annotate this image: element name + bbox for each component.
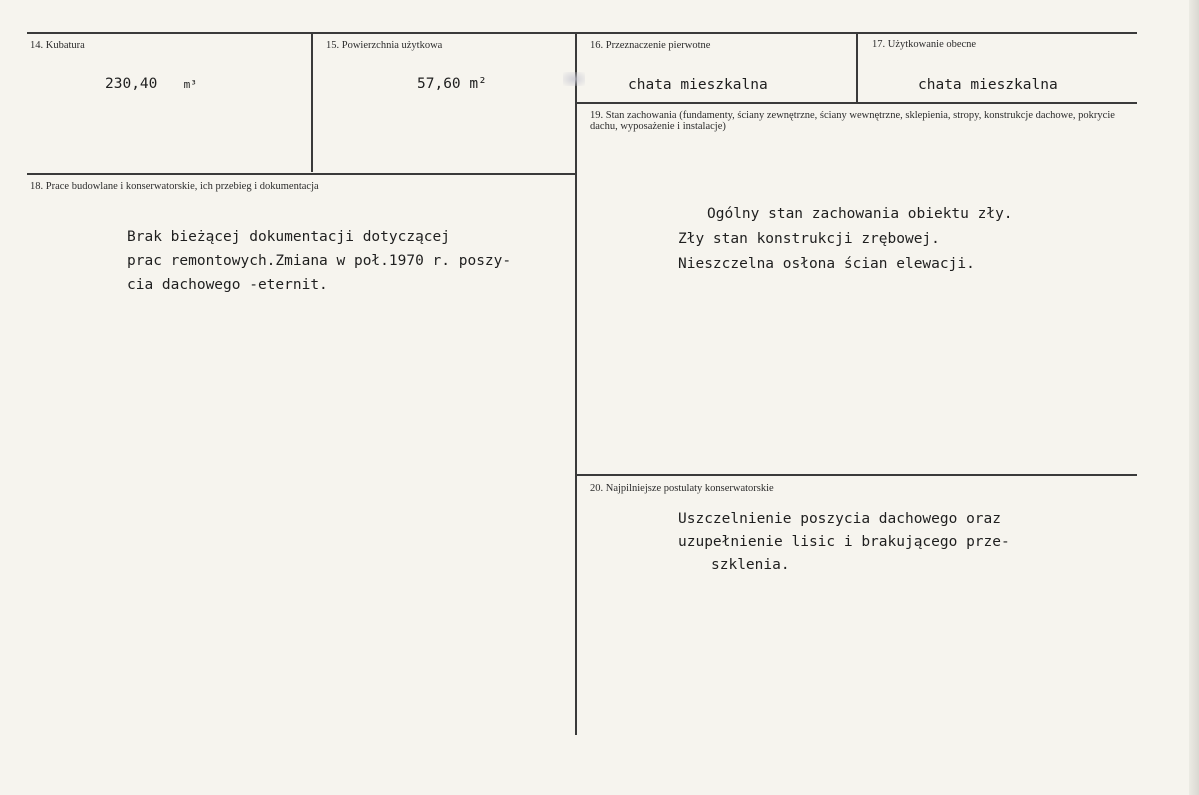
volume-unit: m³ <box>183 78 197 91</box>
field-19-line-2: Zły stan konstrukcji zrębowej. <box>678 231 940 247</box>
field-20-line-1: Uszczelnienie poszycia dachowego oraz <box>678 511 1002 527</box>
field-20-label: 20. Najpilniejsze postulaty konserwatorskie <box>590 483 774 494</box>
field-17-value: chata mieszkalna <box>918 77 1058 93</box>
ink-smudge <box>563 72 585 86</box>
volume-value: 230,40 <box>105 76 158 92</box>
divider-14-15 <box>311 32 313 172</box>
field-17-label: 17. Użytkowanie obecne <box>872 39 977 50</box>
field-20-line-3: szklenia. <box>711 557 790 573</box>
top-border-line <box>27 32 1137 34</box>
field-16-value: chata mieszkalna <box>628 77 768 93</box>
field-14-label: 14. Kubatura <box>30 40 85 51</box>
field-16-label: 16. Przeznaczenie pierwotne <box>590 40 711 51</box>
divider-16-17 <box>856 32 858 102</box>
field-18-line-1: Brak bieżącej dokumentacji dotyczącej <box>127 229 451 245</box>
field-19-line-1: Ogólny stan zachowania obiektu zły. <box>707 206 1013 222</box>
divider-19-20 <box>576 474 1137 476</box>
field-14-value <box>105 72 197 97</box>
card-edge-shadow <box>1189 0 1199 795</box>
field-18-line-3: cia dachowego -eternit. <box>127 277 328 293</box>
field-18-line-2: prac remontowych.Zmiana w poł.1970 r. poszy- <box>127 253 512 269</box>
field-15-label: 15. Powierzchnia użytkowa <box>326 40 443 51</box>
field-15-value: 57,60 m² <box>417 76 487 92</box>
field-19-line-3: Nieszczelna osłona ścian elewacji. <box>678 256 975 272</box>
divider-left-right <box>575 32 577 735</box>
divider-row1-left <box>27 173 575 175</box>
divider-row1-right <box>576 102 1137 104</box>
field-19-label: 19. Stan zachowania (fundamenty, ściany zewnętrzne, ściany wewnętrzne, sklepienia, stropy, konstrukcje dachowe, pokrycie dachu, wyposażenie i instalacje) <box>590 110 1115 132</box>
field-18-label: 18. Prace budowlane i konserwatorskie, ich przebieg i dokumentacja <box>30 181 319 192</box>
field-20-line-2: uzupełnienie lisic i brakującego prze- <box>678 534 1010 550</box>
